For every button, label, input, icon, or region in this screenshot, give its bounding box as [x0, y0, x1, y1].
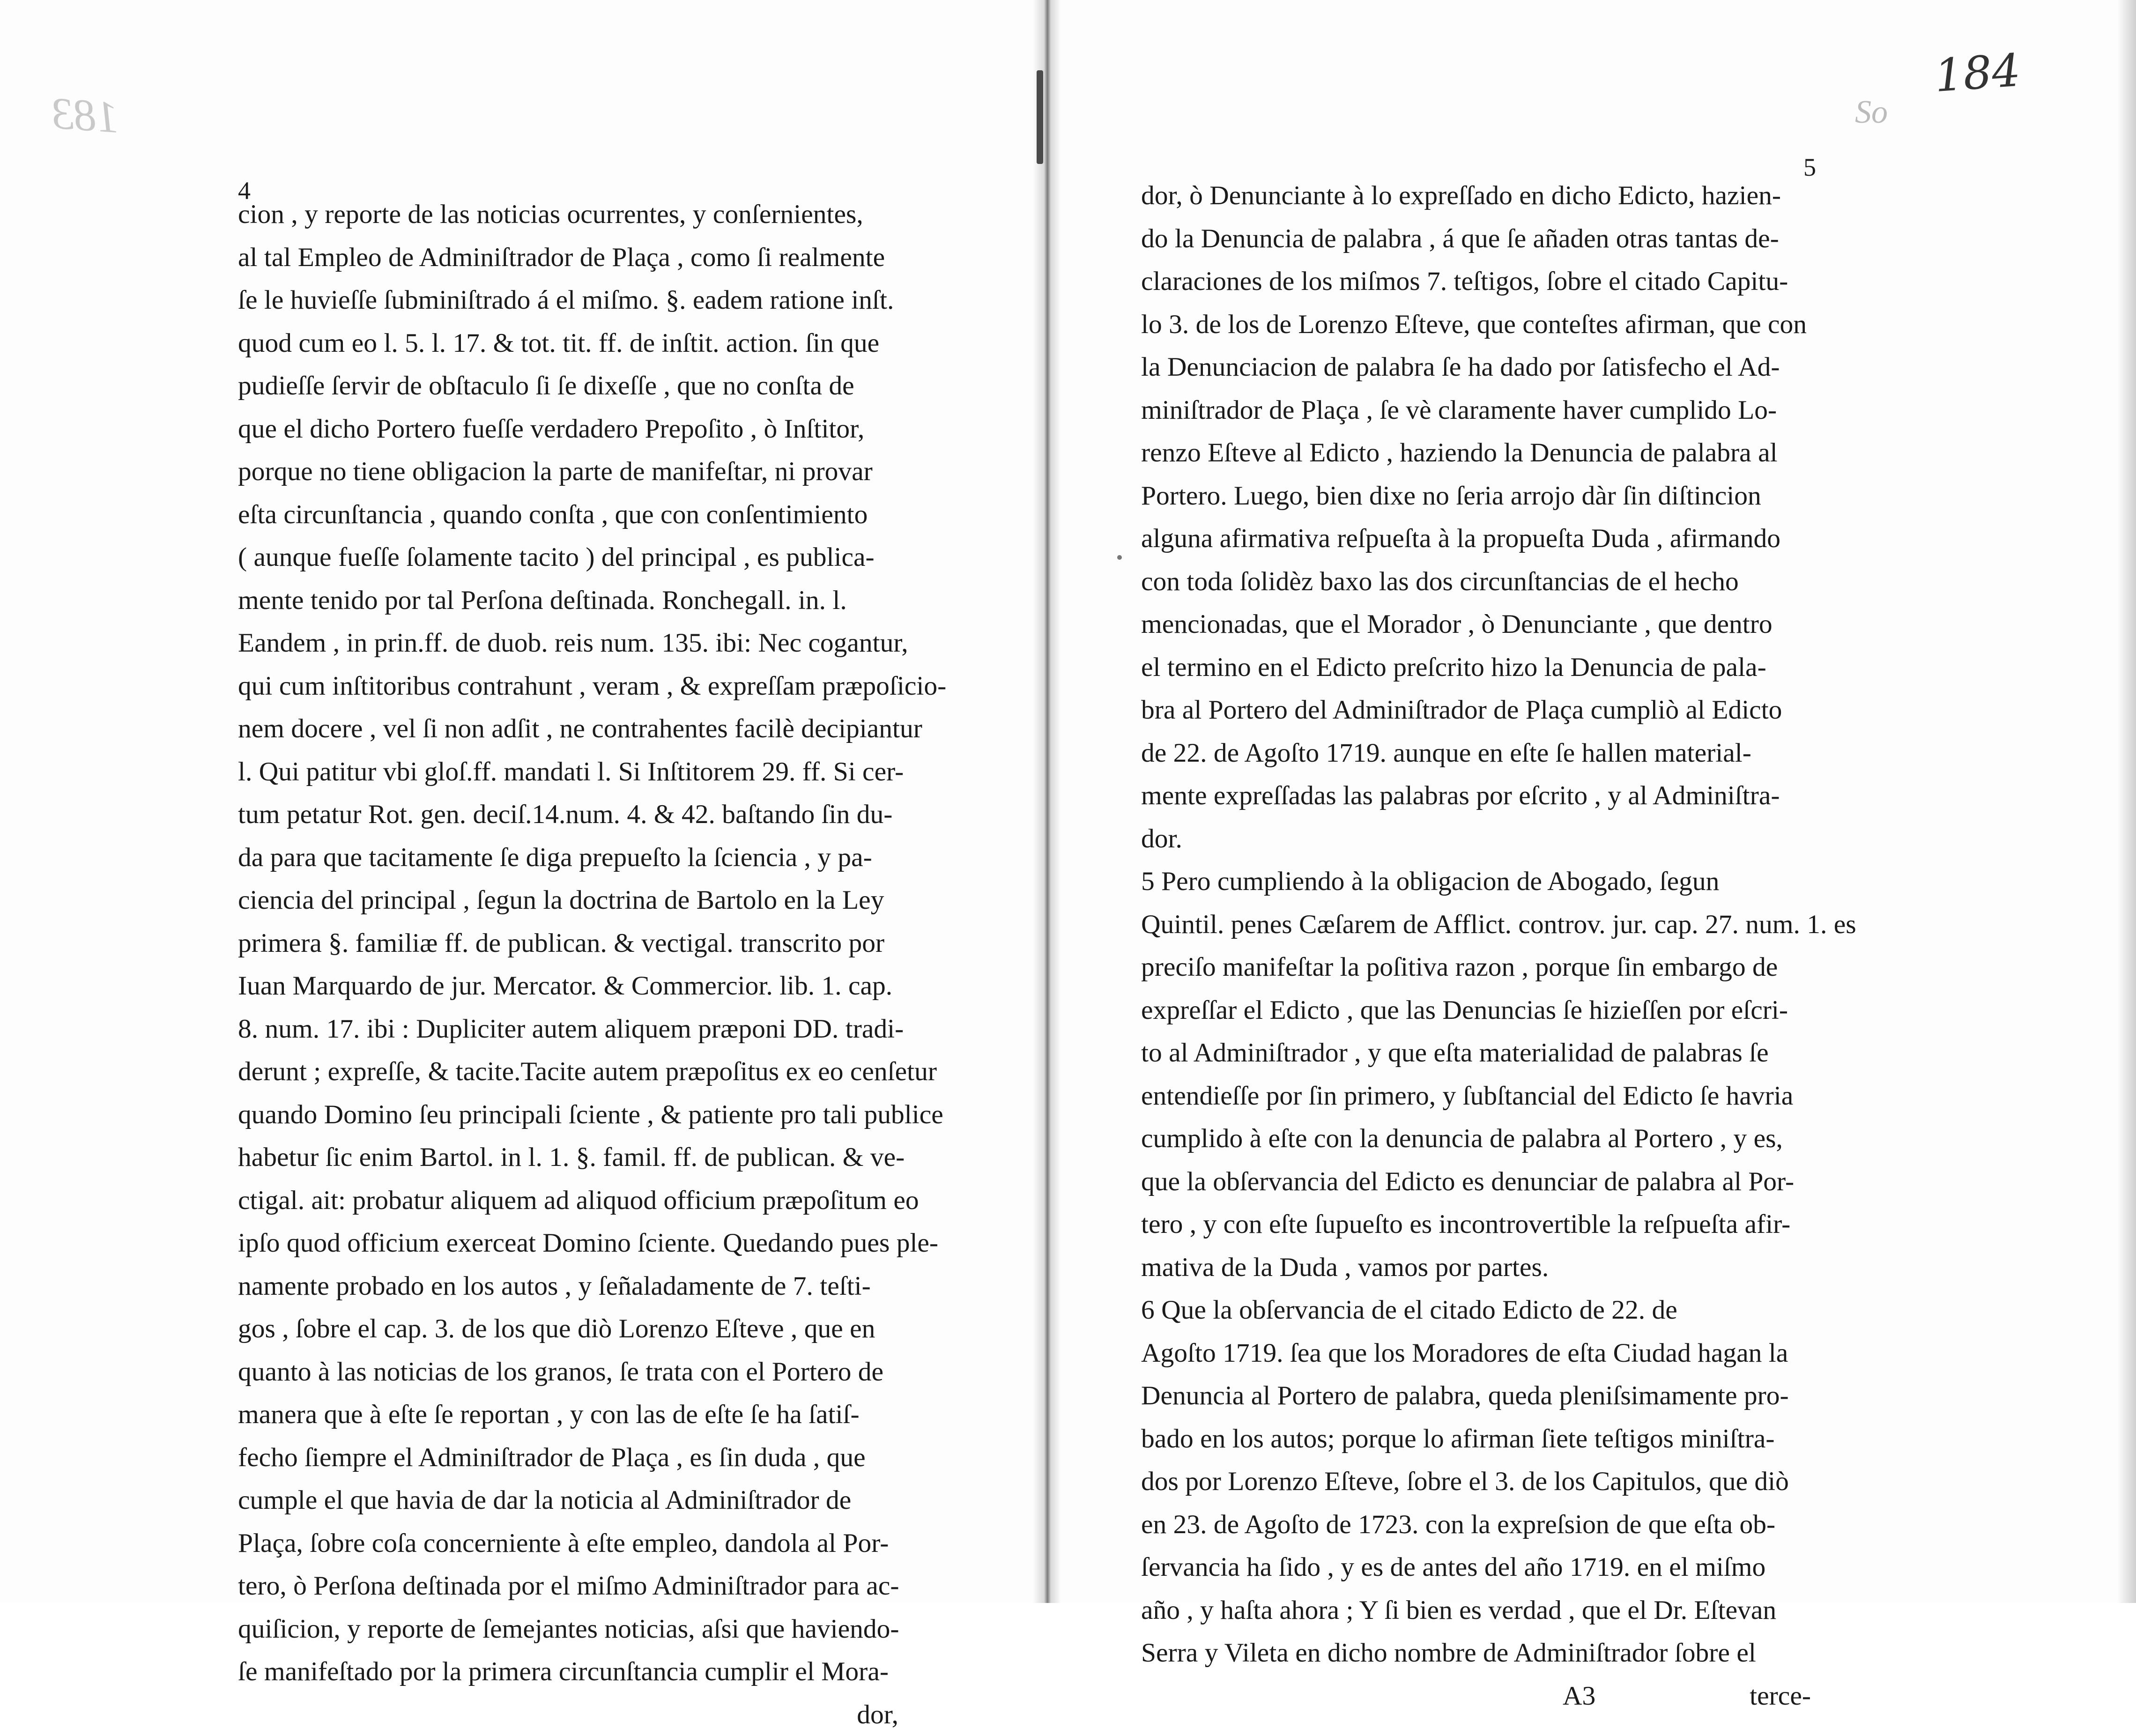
text-line: quando Domino ſeu principali ſciente , & patiente pro tali publice — [238, 1093, 898, 1136]
text-line: dor, ò Denunciante à lo expreſſado en dicho Edicto, hazien- — [1141, 174, 1811, 217]
text-line: fecho ſiempre el Adminiſtrador de Plaça , es ſin duda , que — [238, 1436, 898, 1479]
text-line: qui cum inſtitoribus contrahunt , veram , & expreſſam præpoſicio- — [238, 665, 898, 708]
text-line: renzo Eſteve al Edicto , haziendo la Denuncia de palabra al — [1141, 431, 1811, 475]
text-line: Denuncia al Portero de palabra, queda pleniſsimamente pro- — [1141, 1374, 1811, 1417]
catchword: dor, — [238, 1693, 898, 1736]
text-line: ipſo quod officium exerceat Domino ſciente. Quedando pues ple- — [238, 1222, 898, 1265]
text-line: mativa de la Duda , vamos por partes. — [1141, 1246, 1811, 1289]
text-line: l. Qui patitur vbi gloſ.ff. mandati l. Si Inſtitorem 29. ff. Si cer- — [238, 750, 898, 794]
text-line: Plaça, ſobre coſa concerniente à eſte empleo, dandola al Por- — [238, 1522, 898, 1565]
text-line: pudieſſe ſervir de obſtaculo ſi ſe dixeſſe , que no conſta de — [238, 364, 898, 408]
text-line: mencionadas, que el Morador , ò Denunciante , que dentro — [1141, 603, 1811, 646]
text-line: da para que tacitamente ſe diga prepueſto la ſciencia , y pa- — [238, 836, 898, 879]
text-line: año , y haſta ahora ; Y ſi bien es verdad , que el Dr. Eſtevan — [1141, 1589, 1811, 1632]
text-line: Eandem , in prin.ff. de duob. reis num. 135. ibi: Nec cogantur, — [238, 622, 898, 665]
text-line: la Denunciacion de palabra ſe ha dado por ſatisfecho el Ad- — [1141, 346, 1811, 389]
text-line: ſe manifeſtado por la primera circunſtancia cumplir el Mora- — [238, 1650, 898, 1693]
text-line: Portero. Luego, bien dixe no ſeria arrojo dàr ſin diſtincion — [1141, 475, 1811, 518]
text-line: nem docere , vel ſi non adſit , ne contrahentes facilè decipiantur — [238, 707, 898, 750]
text-line: que la obſervancia del Edicto es denunciar de palabra al Por- — [1141, 1160, 1811, 1203]
signature-mark: A3 — [1563, 1675, 1595, 1718]
left-text-column — [238, 193, 898, 1736]
text-line: mente expreſſadas las palabras por eſcrito , y al Adminiſtra- — [1141, 774, 1811, 817]
text-line: dos por Lorenzo Eſteve, ſobre el 3. de los Capitulos, que diò — [1141, 1460, 1811, 1503]
bleed-through-mark: 183 — [50, 87, 120, 143]
page-number-right: 5 — [1803, 155, 1816, 180]
text-line: eſta circunſtancia , quando conſta , que con conſentimiento — [238, 493, 898, 536]
page-number-left: 4 — [238, 178, 251, 203]
text-line: preciſo manifeſtar la poſitiva razon , porque ſin embargo de — [1141, 946, 1811, 989]
text-line: quiſicion, y reporte de ſemejantes noticias, aſsi que haviendo- — [238, 1608, 898, 1651]
text-line: Serra y Vileta en dicho nombre de Adminiſtrador ſobre el — [1141, 1632, 1811, 1675]
text-line: ciencia del principal , ſegun la doctrina de Bartolo en la Ley — [238, 879, 898, 922]
faint-pencil-mark: So — [1855, 94, 1888, 131]
text-line: de 22. de Agoſto 1719. aunque en eſte ſe hallen material- — [1141, 732, 1811, 775]
text-line: miniſtrador de Plaça , ſe vè claramente haver cumplido Lo- — [1141, 389, 1811, 432]
text-line: manera que à eſte ſe reportan , y con las de eſte ſe ha ſatiſ- — [238, 1393, 898, 1436]
text-line: tero, ò Perſona deſtinada por el miſmo Adminiſtrador para ac- — [238, 1565, 898, 1608]
text-line: 5 Pero cumpliendo à la obligacion de Abogado, ſegun — [1141, 860, 1811, 903]
text-line: gos , ſobre el cap. 3. de los que diò Lorenzo Eſteve , que en — [238, 1307, 898, 1350]
text-line: lo 3. de los de Lorenzo Eſteve, que conteſtes afirman, que con — [1141, 303, 1811, 346]
book-gutter — [1033, 0, 1061, 1603]
text-line: entendieſſe por ſin primero, y ſubſtancial del Edicto ſe havria — [1141, 1075, 1811, 1118]
text-line: dor. — [1141, 817, 1811, 861]
right-text-column — [1141, 174, 1811, 1717]
text-line: to al Adminiſtrador , y que eſta materialidad de palabras ſe — [1141, 1031, 1811, 1075]
text-line: cumple el que havia de dar la noticia al Adminiſtrador de — [238, 1479, 898, 1522]
text-line: bra al Portero del Adminiſtrador de Plaça cumpliò al Edicto — [1141, 689, 1811, 732]
page-edge-shadow — [2117, 0, 2136, 1603]
text-line: al tal Empleo de Adminiſtrador de Plaça , como ſi realmente — [238, 236, 898, 279]
text-line: con toda ſolidèz baxo las dos circunſtancias de el hecho — [1141, 560, 1811, 603]
text-line: ſe le huvieſſe ſubminiſtrado á el miſmo. §. eadem ratione inſt. — [238, 279, 898, 322]
text-line: primera §. familiæ ff. de publican. & vectigal. transcrito por — [238, 922, 898, 965]
text-line: quanto à las noticias de los granos, ſe trata con el Portero de — [238, 1350, 898, 1394]
text-line: que el dicho Portero fueſſe verdadero Prepoſito , ò Inſtitor, — [238, 408, 898, 451]
text-line: mente tenido por tal Perſona deſtinada. Ronchegall. in. l. — [238, 579, 898, 622]
text-line: Quintil. penes Cæſarem de Afflict. controv. jur. cap. 27. num. 1. es — [1141, 903, 1811, 946]
text-line: expreſſar el Edicto , que las Denuncias ſe hizieſſen por eſcri- — [1141, 989, 1811, 1032]
text-line: 6 Que la obſervancia de el citado Edicto de 22. de — [1141, 1289, 1811, 1332]
text-line: namente probado en los autos , y ſeñaladamente de 7. teſti- — [238, 1265, 898, 1308]
text-line: el termino en el Edicto preſcrito hizo la Denuncia de pala- — [1141, 646, 1811, 689]
text-line: cion , y reporte de las noticias ocurrentes, y conſernientes, — [238, 193, 898, 236]
catchword: terce- — [1750, 1675, 1811, 1718]
text-line: tero , y con eſte ſupueſto es incontrovertible la reſpueſta afir- — [1141, 1203, 1811, 1246]
text-line: claraciones de los miſmos 7. teſtigos, ſobre el citado Capitu- — [1141, 260, 1811, 303]
text-line: do la Denuncia de palabra , á que ſe añaden otras tantas de- — [1141, 217, 1811, 260]
ink-spot — [1117, 555, 1122, 560]
text-line: 8. num. 17. ibi : Dupliciter autem aliquem præponi DD. tradi- — [238, 1008, 898, 1051]
text-line: cumplido à eſte con la denuncia de palabra al Portero , y es, — [1141, 1117, 1811, 1160]
text-line: tum petatur Rot. gen. deciſ.14.num. 4. & 42. baſtando ſin du- — [238, 793, 898, 836]
text-line: ctigal. ait: probatur aliquem ad aliquod officium præpoſitum eo — [238, 1179, 898, 1222]
text-line: Agoſto 1719. ſea que los Moradores de eſta Ciudad hagan la — [1141, 1332, 1811, 1375]
text-line: quod cum eo l. 5. l. 17. & tot. tit. ff. de inſtit. action. ſin que — [238, 322, 898, 365]
text-line: ( aunque fueſſe ſolamente tacito ) del principal , es publica- — [238, 536, 898, 579]
text-line: Iuan Marquardo de jur. Mercator. & Commercior. lib. 1. cap. — [238, 964, 898, 1008]
folio-number: 184 — [1933, 44, 2022, 103]
gutter-shadow — [1037, 70, 1043, 164]
text-line: porque no tiene obligacion la parte de manifeſtar, ni provar — [238, 450, 898, 493]
text-line: alguna afirmativa reſpueſta à la propueſta Duda , afirmando — [1141, 517, 1811, 560]
text-line: ſervancia ha ſido , y es de antes del año 1719. en el miſmo — [1141, 1546, 1811, 1589]
text-line: bado en los autos; porque lo afirman ſiete teſtigos miniſtra- — [1141, 1417, 1811, 1461]
text-line: derunt ; expreſſe, & tacite.Tacite autem præpoſitus ex eo cenſetur — [238, 1050, 898, 1093]
text-line: habetur ſic enim Bartol. in l. 1. §. famil. ff. de publican. & ve- — [238, 1136, 898, 1179]
text-line: en 23. de Agoſto de 1723. con la expreſsion de que eſta ob- — [1141, 1503, 1811, 1546]
